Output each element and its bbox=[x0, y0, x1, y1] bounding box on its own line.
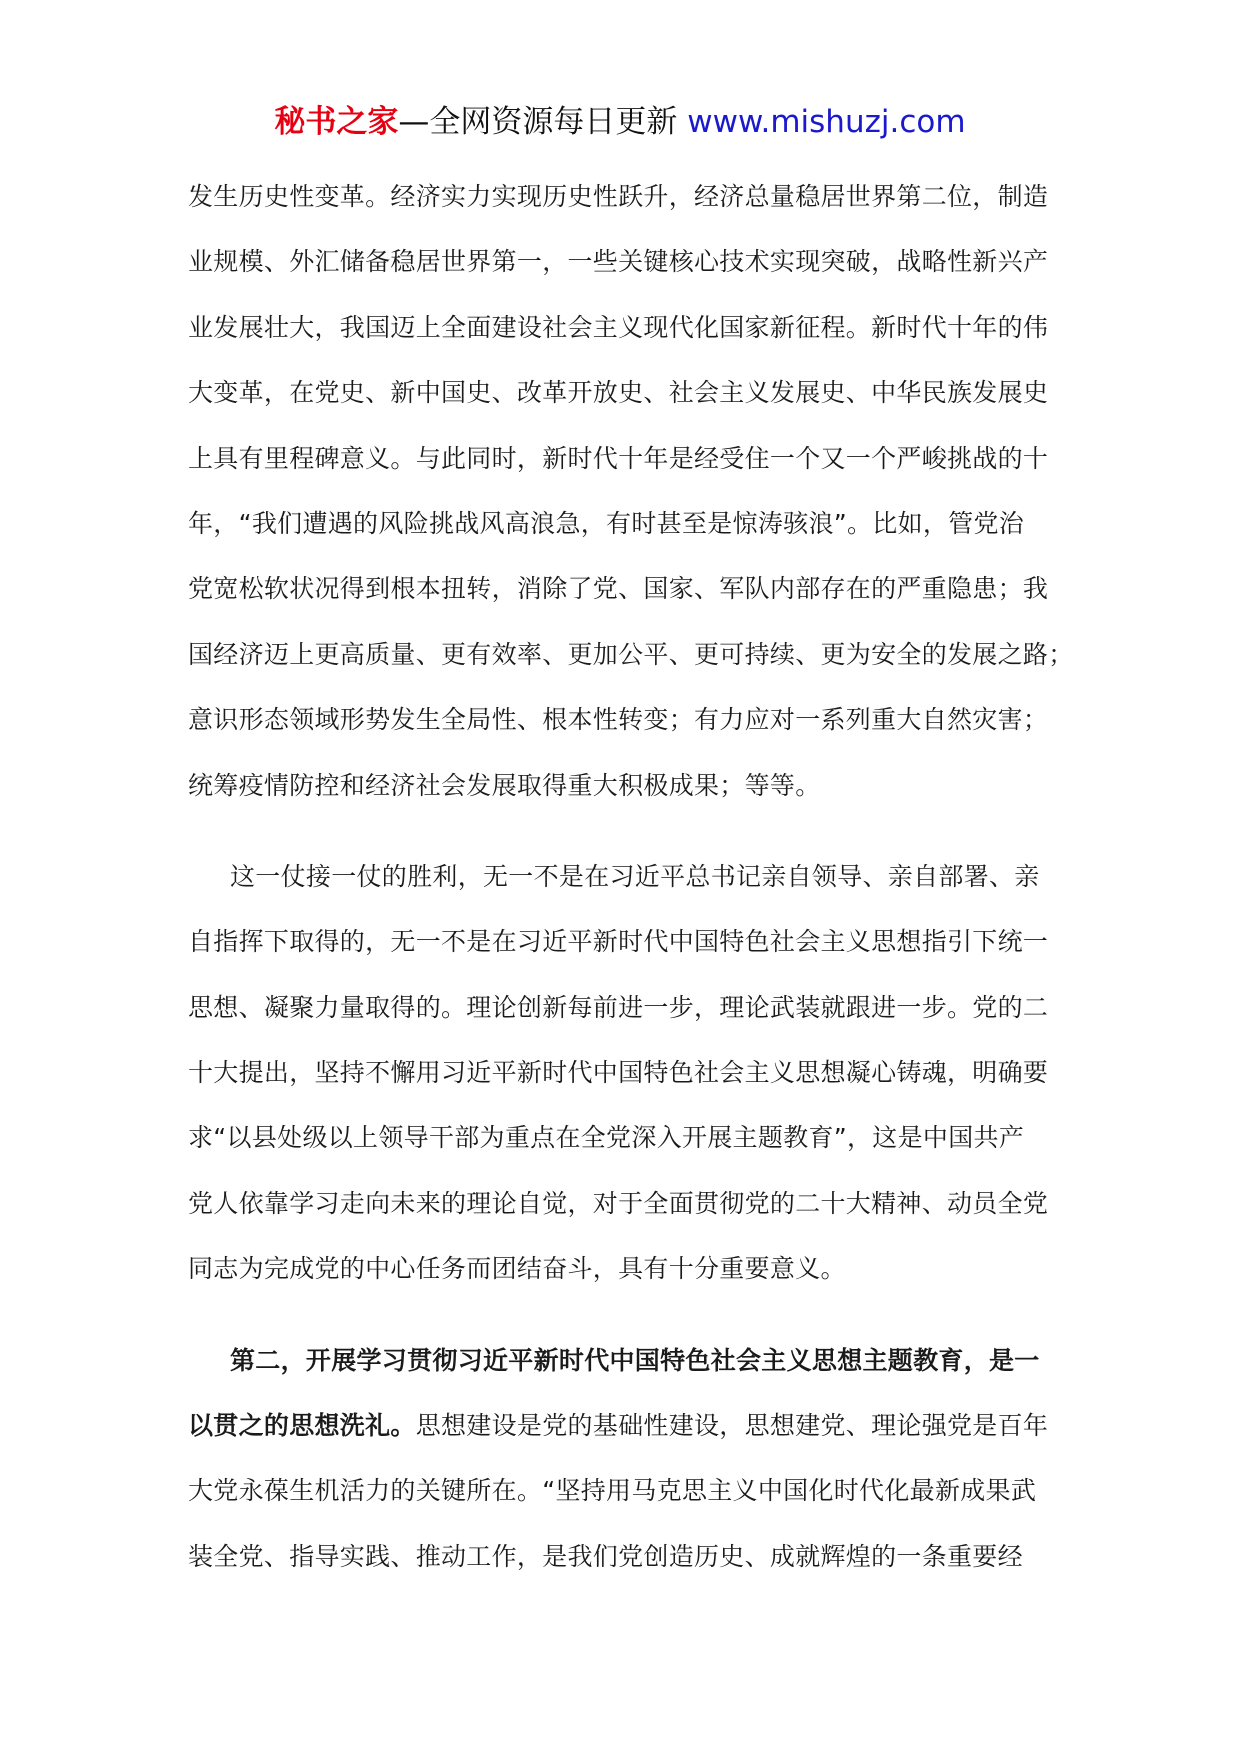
text-line: 党人依靠学习走向未来的理论自觉，对于全面贯彻党的二十大精神、动员全党 bbox=[188, 1188, 1049, 1218]
paragraph-spacer bbox=[188, 818, 1066, 844]
paragraph-3 bbox=[188, 1328, 1066, 1590]
text-line: 国经济迈上更高质量、更有效率、更加公平、更可持续、更为安全的发展之路； bbox=[188, 639, 1074, 669]
document-body bbox=[188, 164, 1074, 1589]
section-heading-line: 第二，开展学习贯彻习近平新时代中国特色社会主义思想主题教育，是一 bbox=[230, 1345, 1040, 1375]
header-tagline: —全网资源每日更新 bbox=[398, 104, 678, 140]
text-line: 统筹疫情防控和经济社会发展取得重大积极成果；等等。 bbox=[188, 770, 821, 800]
text-line: 这一仗接一仗的胜利，无一不是在习近平总书记亲自领导、亲自部署、亲 bbox=[230, 861, 1040, 891]
text-line: 大党永葆生机活力的关键所在。“坚持用马克思主义中国化时代化最新成果武 bbox=[188, 1476, 1037, 1506]
text-line: 同志为完成党的中心任务而团结奋斗，具有十分重要意义。 bbox=[188, 1254, 846, 1284]
text-line: 业发展壮大，我国迈上全面建设社会主义现代化国家新征程。新时代十年的伟 bbox=[188, 312, 1049, 342]
paragraph-spacer bbox=[188, 1302, 1066, 1328]
text-line: 装全党、指导实践、推动工作，是我们党创造历史、成就辉煌的一条重要经 bbox=[188, 1541, 1023, 1571]
text-line: 大变革，在党史、新中国史、改革开放史、社会主义发展史、中华民族发展史 bbox=[188, 378, 1049, 408]
text-line: 意识形态领域形势发生全局性、根本性转变；有力应对一系列重大自然灾害； bbox=[188, 705, 1049, 735]
paragraph-2 bbox=[188, 844, 1066, 1302]
paragraph-1 bbox=[188, 164, 1074, 818]
section-heading-end: 以贯之的思想洗礼。 bbox=[188, 1411, 416, 1441]
text-line bbox=[188, 1393, 1066, 1458]
text-line: 上具有里程碑意义。与此同时，新时代十年是经受住一个又一个严峻挑战的十 bbox=[188, 443, 1049, 473]
text-line: 发生历史性变革。经济实力实现历史性跃升，经济总量稳居世界第二位，制造 bbox=[188, 182, 1049, 211]
text-line: 思想、凝聚力量取得的。理论创新每前进一步，理论武装就跟进一步。党的二 bbox=[188, 992, 1049, 1022]
text-line: 求“以县处级以上领导干部为重点在全党深入开展主题教育”，这是中国共产 bbox=[188, 1123, 1025, 1153]
text-line: 业规模、外汇储备稳居世界第一，一些关键核心技术实现突破，战略性新兴产 bbox=[188, 247, 1049, 277]
section-text-start: 思想建设是党的基础性建设，思想建党、理论强党是百年 bbox=[415, 1411, 1049, 1441]
text-line: 年，“我们遭遇的风险挑战风高浪急，有时甚至是惊涛骇浪”。比如，管党治 bbox=[188, 508, 1025, 538]
text-line: 自指挥下取得的，无一不是在习近平新时代中国特色社会主义思想指引下统一 bbox=[188, 927, 1049, 957]
page-header bbox=[0, 100, 1240, 144]
site-url: www.mishuzj.com bbox=[677, 104, 966, 140]
brand-name: 秘书之家 bbox=[274, 104, 399, 140]
text-line: 十大提出，坚持不懈用习近平新时代中国特色社会主义思想凝心铸魂，明确要 bbox=[188, 1058, 1049, 1088]
text-line: 党宽松软状况得到根本扭转，消除了党、国家、军队内部存在的严重隐患；我 bbox=[188, 574, 1049, 604]
